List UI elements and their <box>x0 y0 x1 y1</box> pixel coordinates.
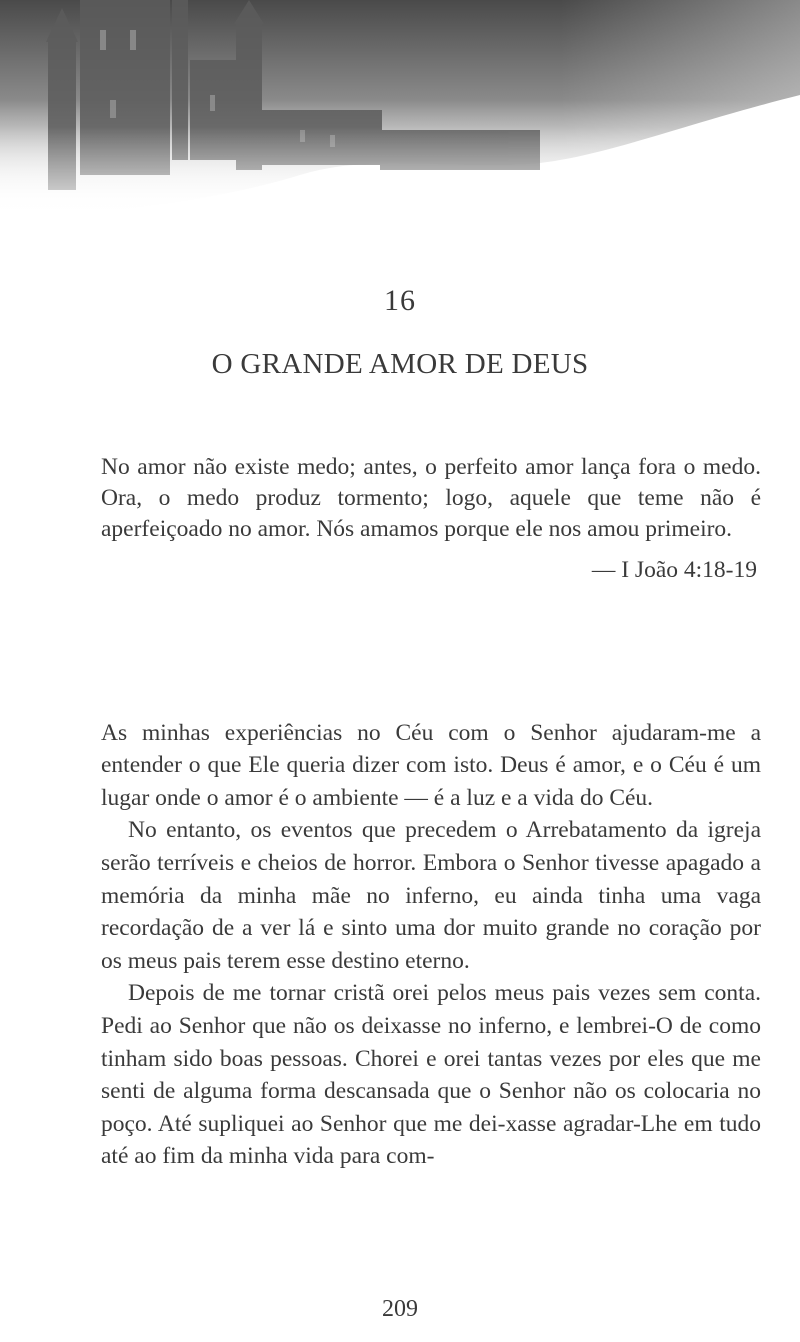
body-paragraph <box>101 814 761 977</box>
epigraph-source: — I João 4:18-19 <box>591 557 757 583</box>
body-text <box>101 684 761 1173</box>
chapter-number: 16 <box>384 284 416 317</box>
body-paragraph <box>101 977 761 1173</box>
chapter-title: O GRANDE AMOR DE DEUS <box>211 348 589 380</box>
paragraph-3-text: Depois de me tornar cristã orei pelos meus pais vezes sem conta. Pedi ao Senhor que não os deixasse no inferno, e lembrei-O de como tinham sido boas pessoas. Chorei e orei tantas vezes por eles que me senti de alguma forma descansada que o Senhor não os colocaria no poço. Até supliquei ao Senhor que me dei-xasse agradar-Lhe em tudo até ao fim da minha vida para com- <box>101 980 761 1170</box>
castle-header-image <box>0 0 800 230</box>
paragraph-1-text: As minhas experiências no Céu com o Senhor ajudaram-me a entender o que Ele queria dizer com isto. Deus é amor, e o Céu é um lugar onde o amor é o ambiente — é a luz e a vida do Céu. <box>101 719 761 811</box>
paragraph-2-text: No entanto, os eventos que precedem o Arrebatamento da igreja serão terríveis e cheios de horror. Embora o Senhor tivesse apagado a memória da minha mãe no inferno, eu ainda tinha uma vaga recordação de a ver lá e sinto uma dor muito grande no coração por os meus pais terem esse destino eterno. <box>101 817 761 974</box>
epigraph <box>101 452 761 586</box>
body-paragraph <box>101 684 761 814</box>
epigraph-quote: No amor não existe medo; antes, o perfeito amor lança fora o medo. Ora, o medo produz tormento; logo, aquele que teme não é aperfeiçoado no amor. Nós amamos porque ele nos amou primeiro. <box>101 454 761 542</box>
page-number: 209 <box>382 1296 418 1322</box>
